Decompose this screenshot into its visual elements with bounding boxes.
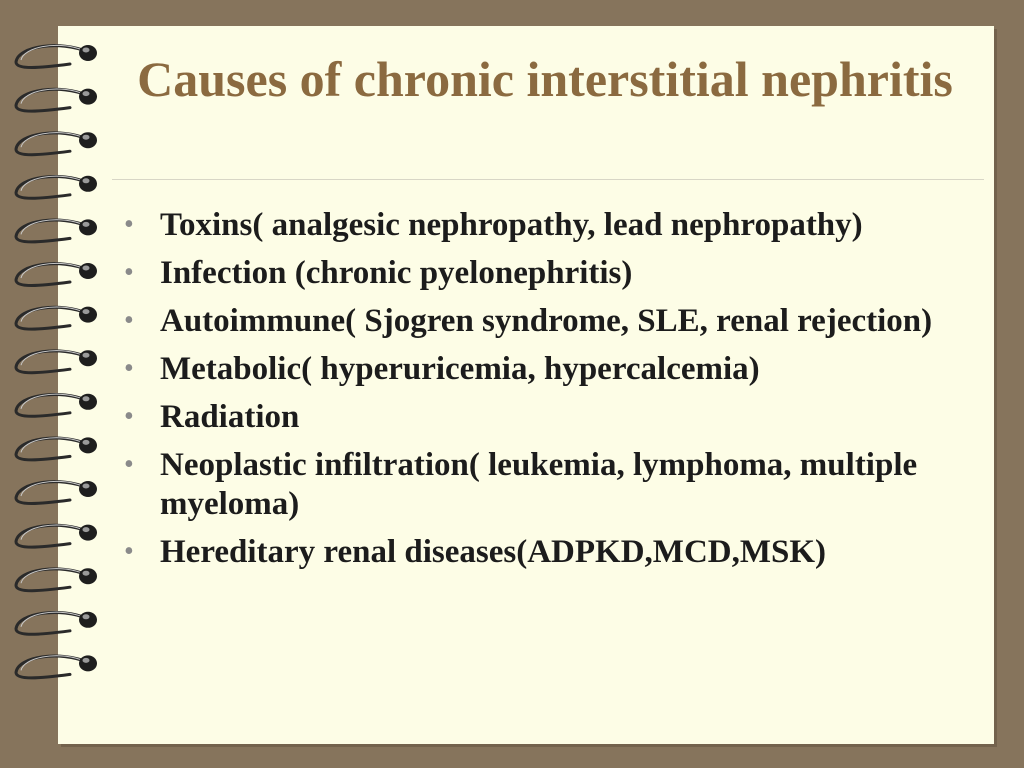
bullet-text: Neoplastic infiltration( leukemia, lymphoma, multiple myeloma) — [160, 447, 918, 522]
list-item — [118, 446, 998, 524]
spiral-binding-ring-icon — [16, 219, 97, 242]
bullet-icon: • — [124, 353, 134, 384]
spiral-binding-ring-icon — [16, 307, 97, 330]
spiral-binding-ring-icon — [16, 612, 97, 635]
spiral-binding — [0, 0, 110, 768]
bullet-text: Metabolic( hyperuricemia, hypercalcemia) — [160, 351, 760, 387]
spiral-binding-ring-icon — [16, 45, 97, 68]
spiral-binding-ring-icon — [16, 89, 97, 112]
bullet-text: Infection (chronic pyelonephritis) — [160, 255, 633, 291]
bullet-icon: • — [124, 401, 134, 432]
spiral-binding-ring-icon — [16, 263, 97, 286]
spiral-binding-ring-icon — [16, 568, 97, 591]
bullet-icon: • — [124, 209, 134, 240]
bullet-text: Autoimmune( Sjogren syndrome, SLE, renal rejection) — [160, 303, 933, 339]
bullet-text: Hereditary renal diseases(ADPKD,MCD,MSK) — [160, 534, 827, 570]
spiral-binding-ring-icon — [16, 350, 97, 373]
bullet-list — [118, 206, 998, 581]
bullet-icon: • — [124, 305, 134, 336]
spiral-binding-ring-icon — [16, 655, 97, 678]
spiral-binding-ring-icon — [16, 394, 97, 417]
list-item — [118, 350, 998, 389]
list-item — [118, 206, 998, 245]
bullet-icon: • — [124, 449, 134, 480]
bullet-icon: • — [124, 536, 134, 567]
list-item — [118, 533, 998, 572]
list-item — [118, 254, 998, 293]
bullet-icon: • — [124, 257, 134, 288]
slide-title: Causes of chronic interstitial nephritis — [137, 51, 953, 107]
title-divider — [112, 179, 984, 180]
spiral-binding-ring-icon — [16, 132, 97, 155]
spiral-binding-ring-icon — [16, 437, 97, 460]
spiral-binding-ring-icon — [16, 176, 97, 199]
list-item — [118, 302, 998, 341]
spiral-binding-ring-icon — [16, 525, 97, 548]
bullet-text: Toxins( analgesic nephropathy, lead nephropathy) — [160, 207, 863, 243]
list-item — [118, 398, 998, 437]
bullet-text: Radiation — [160, 399, 300, 435]
spiral-binding-ring-icon — [16, 481, 97, 504]
